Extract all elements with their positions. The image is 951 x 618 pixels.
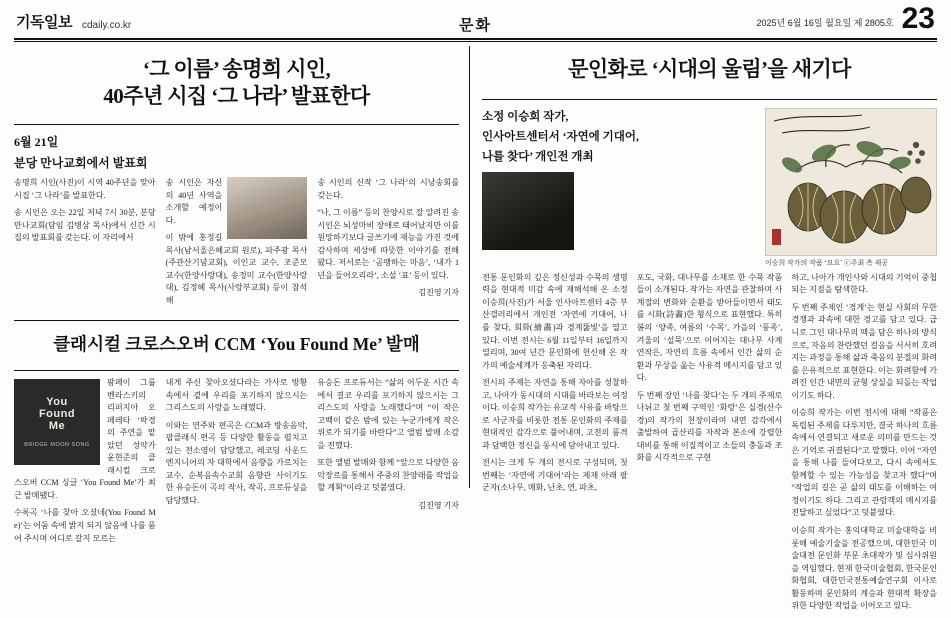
album-cover-art: [14, 379, 100, 465]
paragraph: 송 시인의 신작 ‘그 나라’의 시낭송회를 갖는다.: [317, 178, 460, 200]
article2-col1: [14, 377, 156, 550]
paragraph: 포도, 국화, 대나무를 소재로 한 수묵 작품들이 소개된다. 작가는 자연을 관찰하며 사계절의 변화와 순환을 받아들이면서 태도를 시화(詩畵)한 형식으로 표현했다. 특히 봄의 ‘양족, 여름의 ‘수목’, 가을의 ‘풍족’, 겨울의 ‘설묵’으로 이어지는 대나무 사계 연작은, 자연의 흐름 속에서 인간 삶의 순환과 무상을 읊는 사유적 메시지를 담고 있다.: [636, 272, 783, 383]
article3-headline: 문인화로 ‘시대의 울림’을 새기다: [568, 56, 851, 81]
article1-headline-line1: ‘그 이름’ 송명희 시인,: [142, 56, 331, 81]
left-column: [14, 42, 469, 543]
paragraph: 전시의 주제는 자연을 통해 자아를 성찰하고, 나아가 동시대의 시대를 바라보는 여정이다. 이승희 작가는 유교적 사유를 바탕으로 사군자를 비롯한 전통 문인화의 주제를 현대적인 감각으로 풀어내며, 고전의 품격과 담백한 정신을 동시에 담아내고 있다.: [482, 378, 628, 450]
article2-rule: [14, 370, 459, 371]
paragraph: 송 시인은 오는 22일 저녁 7시 30분, 분당 만나교회(담임 김병삼 목사)에서 신간 시집의 발표회를 갖는다. 이 자리에서: [14, 208, 156, 243]
article3-col2: [637, 272, 783, 618]
article1-headline: [14, 42, 459, 115]
paragraph: 하고, 나아가 개인사와 시대의 기억이 중첩되는 지점을 탐색한다.: [791, 272, 938, 295]
article3-kicker-line1: 소정 이승희 작가,: [482, 110, 569, 123]
paragraph: 이승희 작가는 홍익대학교 미술대학을 비롯해 예술기술을 전공했으며, 대한민국 미술대전 문인화 부문 초대작가 및 심사위원을 역임했다. 현재 한국미술협회, 한국문인화협회, 대한민국전통예술연구회 이사로 활동하며 문인화의 계승과 현대적 확장을 위한 다양한 작업을 이어오고 있다.: [791, 525, 938, 611]
article1-col3: [317, 177, 459, 312]
publication-logo: 기독일보: [16, 13, 72, 31]
article3-rule: [482, 99, 937, 100]
artwork-figure: [765, 108, 937, 268]
article2-headline: 클래시컬 크로스오버 CCM ‘You Found Me’ 발매: [53, 334, 420, 355]
article2-col2: [166, 377, 308, 550]
article1-text-columns: [14, 177, 459, 312]
paragraph: 송명희 시인(사진)이 시역 40주년을 맞아 시집 ‘그 나라’를 발표한다.: [14, 178, 156, 200]
page-body: [14, 42, 938, 611]
paragraph: 두 번째 장인 ‘나를 찾다’는 두 개의 주제로 나뉘고 첫 번째 구역인 ‘화랑’은 실경(산수경)의 작가의 천장이라며 내면 감각에서 출발하여 곱산리를 자작과 본소에 강렬한 대비를 통해 이질적이고 소들의 충돌과 조화를 시각적으로 구현: [636, 390, 783, 463]
article3-portrait-photo: [482, 172, 574, 250]
section-divider: [14, 320, 459, 321]
article3-kicker-line2: 인사아트센터서 ‘자연에 기대어,: [482, 130, 639, 143]
article3-col3: [791, 272, 937, 618]
album-title-line3: Me: [48, 420, 66, 433]
paragraph: 전시는 크게 두 개의 전시로 구성되며, 첫 번째는 ‘자연에 기대어’라는 제재 아래 팔군자(소나무, 매화, 난초, 연, 파초,: [482, 458, 628, 493]
article-you-found-me: [14, 327, 459, 550]
article1-headline-line2: 40주년 시집 ‘그 나라’ 발표한다: [103, 83, 370, 108]
article3-kicker-line3: 나를 찾다’ 개인전 개최: [482, 150, 594, 163]
publication-url: cdaily.co.kr: [81, 19, 132, 31]
issue-date: 2025년 6월 16일 월요일 제 2805호: [756, 17, 894, 28]
masthead-rule-thick: [14, 38, 937, 40]
article1-rule: [14, 124, 459, 125]
paragraph: 내게 주신 찾아오셨다라는 가사로 방황 속에서 곁에 우리를 포기하지 않으시는 그리스도의 사랑을 노래했다.: [165, 378, 308, 413]
album-subtitle: BRIDGE MOON SONG: [24, 442, 90, 449]
article3-body: [482, 108, 937, 618]
article1-kicker-line2: 분당 만나교회에서 발표회: [14, 156, 148, 171]
page-number: 23: [901, 2, 935, 35]
artwork-caption: 이승희 작가의 작품 ‘묘요’ ⓒ주최 측 제공: [765, 258, 889, 267]
right-column: [476, 42, 938, 611]
paragraph: 이와는 연주와 편곡은 CCM과 방송음악, 팝클래식 편곡 등 다양한 활동을 펼치고 있는 전소영이 담당했고, 레코딩 사운드 엔지니어의 자 대학에서 음향을 가르치는 교수, 순복음속수교회 음향관 사이기도 한 유승돈이 곡의 작사, 작곡, 프로듀싱을 담당했다.: [165, 420, 308, 505]
paragraph: 팜페이 그룹 벤라스키의 리퍼지아 오페레타 ‘박경의 주연을 맡았던 성악가 윤현준의 클래시컬 크로스오버 CCM 싱글 ‘You Found Me’가 최근 발매됐다.: [14, 378, 156, 500]
article2-col3: [317, 377, 459, 550]
paragraph: 또한 앨범 발매와 함께 “앞으로 다양한 음악장르를 통해서 주중의 찬양래를 작업을 할 계획”이라고 덧붙였다.: [317, 458, 460, 493]
article2-byline: 김진영 기자: [418, 500, 460, 510]
article2-text-columns: [14, 377, 459, 550]
article3-text-columns: [482, 272, 937, 618]
album-title-line2: Found: [38, 408, 76, 421]
album-title-line1: You: [46, 396, 68, 409]
section-title: 문화: [459, 18, 492, 34]
paragraph: 유승돈 프로듀서는 “삶의 어두운 시간 속에서 결코 우리를 포기하지 않으시는 그리스도의 사랑을 노래했다”며 “이 작은 고백이 같은 밤에 있는 누군가에게 작은 위로가 되기를 바란다”고 앨범 발매 소감을 전했다.: [317, 378, 460, 450]
column-divider: [469, 46, 470, 488]
article1-col1: [14, 177, 156, 312]
artwork-image: [765, 108, 937, 256]
paragraph: 이 밖에 홍정길 목사(남서울은혜교회 원로), 파주광 목사(주관산기념교회), 이인교 교수, 조준모 교수(한양사랑대), 송정미 교수(한양사랑대), 김정혜 목사(사랑부교회) 등이 참석해: [165, 233, 308, 305]
article1-byline: 김진영 기자: [418, 288, 460, 298]
paragraph: 두 번째 주제인 ‘경계’는 현실 사회의 무한 경쟁과 과속에 대한 경고를 담고 있다. 급니로 그인 대나무의 맥을 담은 하나의 방식으로, 자음의 찬란했던 걸음을 서서히 호려지는 과정을 통해 삶과 죽음의 분절의 화려를 은유적으로 표현한다. 이는 화려함에 가려진 인간 내면의 균형 상실을 되돌는 작업이기도 하다.: [791, 302, 938, 400]
paragraph: 이승희 작가는 이번 전시에 대해 “작품은 독립된 주제를 다루지만, 결국 하나의 흐름 속에서 연결되고 새로운 의미를 만드는 것은 기억로 귀결된다”고 말했다. 이어 “자연을 통해 나를 들여다보고, 다시 속에서도 함께할 수 있는 가능성을 찾고자 했다”며 “작업의 길은 곧 삶의 태도를 이해하는 여정이기도 하다. 그리고 관람객의 메시지를 전달하고 싶었다”고 덧붙였다.: [791, 408, 938, 518]
paragraph: 수록곡 ‘나를 찾아 오셨네(You Found Me)’는 어둠 속에 밝지 되지 않음에 나를 품어 주시며 어디로 갈지 모르는: [14, 508, 156, 543]
article1-kicker-line1: 6월 21일: [14, 135, 59, 150]
artwork-ink-painting: [766, 109, 937, 256]
article1-portrait-photo: [227, 177, 307, 239]
article3-col1: [482, 272, 628, 618]
masthead: [14, 0, 937, 36]
paragraph: 송 시인은 자신의 40년 사역을 소개할 예정이다.: [165, 178, 223, 225]
article-song-myunghee: [14, 42, 459, 313]
article1-col2: [166, 177, 308, 312]
paragraph: 전통 문인화의 깊은 정신성과 수묵의 생명력을 현대적 미감 속에 재해석해 온 소정 이승희(사진)가 서울 인사아트센터 4층 부산갤러리에서 개인전 ‘자연에 기대어, 나를 찾다, 회화(繪畵)과 경계뚫빛’을 열고 있다. 이번 전시는 6월 11일부터 16일까지 열리며, 30여 년간 문인화에 헌신해 온 작가의 예술세계가 응축된 자리다.: [482, 272, 628, 370]
paragraph: “나, 그 이름” 등의 찬양시로 잘 알려진 송 시인은 뇌성마비 장애로 태어났지만 이를 원망하기보다 글쓰기에 재능을 가진 것에 감사하며 세상에 따뜻한 이야기를 전해 왔다. 저서로는 ‘곰팽하는 마음’, ‘내가 1년을 들어오리라’, 소설 ‘표’ 등이 있다.: [317, 208, 460, 280]
